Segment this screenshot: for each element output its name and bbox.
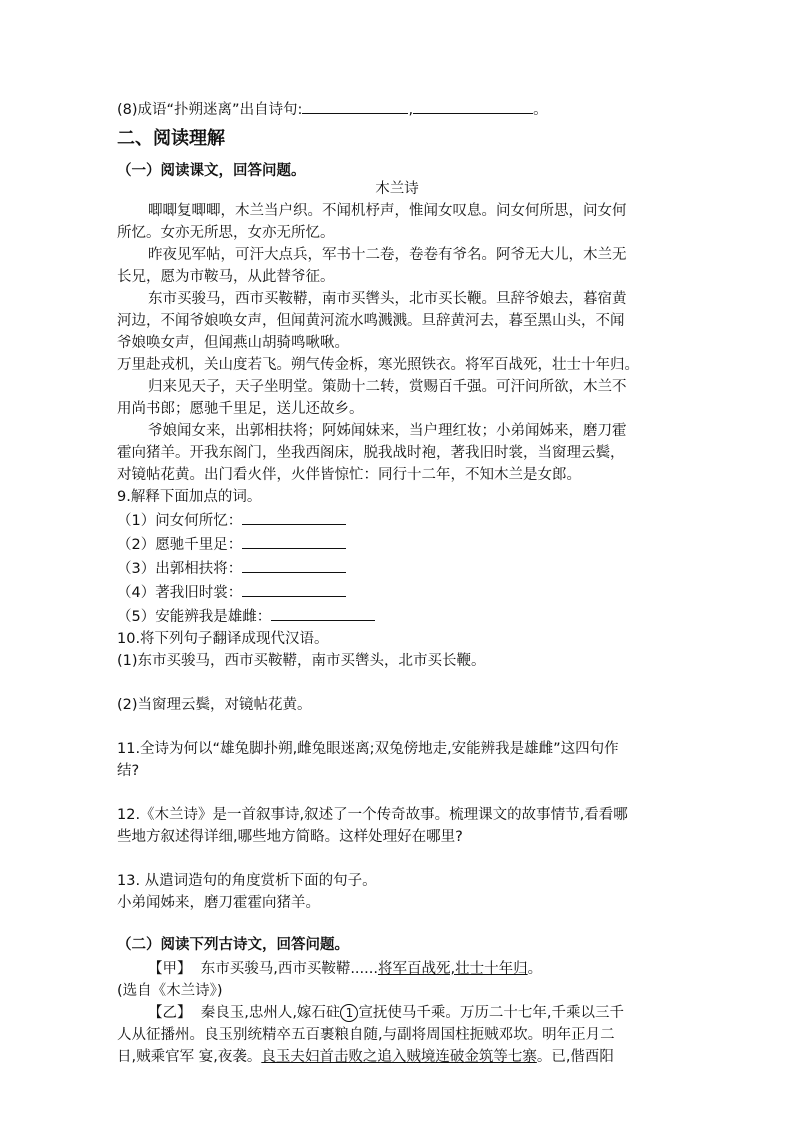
jia-underlined-text: 将军百战死,壮士十年归 (377, 961, 528, 977)
q9-item-label: （4）著我旧时裳： (117, 585, 243, 601)
yi-text: 宣抚使马千乘。万历二十七年,千乘以三千 (358, 1005, 625, 1021)
q11-line: 11.全诗为何以“雄兔脚扑朔,雌兔眼迷离;双兔傍地走,安能辨我是雄雌”这四句作 (117, 741, 619, 757)
poem-line: 所忆。女亦无所思，女亦无所忆。 (117, 225, 335, 241)
q9-item (117, 582, 346, 604)
jia-text: 东市买骏马,西市买鞍鞯...... (200, 961, 378, 977)
yi-passage-line (117, 1046, 614, 1068)
question-8 (117, 99, 548, 121)
poem-line: 长兄，愿为市鞍马，从此替爷征。 (117, 269, 335, 285)
yi-text: 日,贼乘官军 宴,夜袭。 (117, 1049, 262, 1065)
jia-passage (148, 958, 542, 980)
poem-line: 爷娘唤女声，但闻燕山胡骑鸣啾啾。 (117, 335, 349, 351)
yi-text: 。已,偕酉阳 (536, 1049, 614, 1065)
q8-blank-1[interactable] (302, 99, 408, 114)
poem-line: 霍向猪羊。开我东阁门，坐我西阁床，脱我战时袍，著我旧时裳，当窗理云鬓， (117, 445, 625, 461)
poem-line: 河边，不闻爷娘唤女声，但闻黄河流水鸣溅溅。旦辞黄河去，暮至黑山头，不闻 (117, 313, 625, 329)
q10-sentence-1: (1)东市买骏马，西市买鞍鞯，南市买辔头，北市买长鞭。 (117, 653, 486, 669)
q8-blank-2[interactable] (413, 99, 533, 114)
q9-answer-blank[interactable] (242, 582, 346, 597)
poem-line: 对镜帖花黄。出门看火伴，火伴皆惊忙：同行十二年，不知木兰是女郎。 (117, 467, 581, 483)
q9-answer-blank[interactable] (242, 510, 346, 525)
jia-label: 【甲】 (148, 961, 192, 977)
poem-line: 爷娘闻女来，出郭相扶将；阿姊闻妹来，当户理红妆；小弟闻姊来，磨刀霍 (148, 423, 627, 439)
poem-line: 昨夜见军帖，可汗大点兵，军书十二卷，卷卷有爷名。阿爷无大儿，木兰无 (148, 247, 627, 263)
footnote-marker: 1 (340, 1004, 358, 1022)
q9-answer-blank[interactable] (242, 534, 346, 549)
poem-line: 归来见天子，天子坐明堂。策勋十二转，赏赐百千强。可汗问所欲，木兰不 (148, 379, 627, 395)
q8-text: (8)成语“扑朔迷离”出自诗句: (117, 102, 303, 118)
q8-period: 。 (533, 102, 548, 118)
poem-line: 唧唧复唧唧，木兰当户织。不闻机杼声，惟闻女叹息。问女何所思，问女何 (148, 203, 627, 219)
q9-item-label: （1）问女何所忆： (117, 513, 243, 529)
jia-source: (选自《木兰诗》) (117, 983, 223, 999)
q13-line: 小弟闻姊来，磨刀霍霍向猪羊。 (117, 895, 320, 911)
q9-answer-blank[interactable] (271, 606, 375, 621)
q9-answer-blank[interactable] (242, 558, 346, 573)
q8-comma: , (408, 102, 414, 118)
q9-item (117, 606, 375, 628)
q9-item-label: （2）愿驰千里足： (117, 537, 243, 553)
q11-line: 结? (117, 763, 140, 779)
q10-prompt: 10.将下列句子翻译成现代汉语。 (117, 631, 329, 647)
poem-line: 万里赴戎机，关山度若飞。朔气传金柝，寒光照铁衣。将军百战死，壮士十年归。 (117, 357, 639, 373)
part1-heading: （一）阅读课文，回答问题。 (117, 163, 306, 179)
part2-heading: （二）阅读下列古诗文，回答问题。 (117, 937, 349, 953)
yi-underlined-text: 良玉夫妇首击败之追入贼境连破金筑等七寨 (261, 1049, 537, 1065)
poem-line: 用尚书郎；愿驰千里足，送儿还故乡。 (117, 401, 364, 417)
q9-item-label: （3）出郭相扶将： (117, 561, 243, 577)
q9-item (117, 558, 346, 580)
yi-text: 秦良玉,忠州人,嫁石砫 (200, 1005, 341, 1021)
q9-prompt: 9.解释下面加点的词。 (117, 489, 262, 505)
q9-item (117, 534, 346, 556)
yi-label: 【乙】 (148, 1005, 192, 1021)
yi-passage-line (148, 1002, 624, 1024)
poem-line: 东市买骏马，西市买鞍鞯，南市买辔头，北市买长鞭。旦辞爷娘去，暮宿黄 (148, 291, 627, 307)
q12-line: 12.《木兰诗》是一首叙事诗,叙述了一个传奇故事。梳理课文的故事情节,看看哪 (117, 807, 628, 823)
section-title: 二、阅读理解 (117, 128, 225, 149)
q12-line: 些地方叙述得详细,哪些地方简略。这样处理好在哪里? (117, 829, 463, 845)
poem-title: 木兰诗 (375, 181, 419, 197)
jia-end: 。 (527, 961, 543, 977)
q10-sentence-2: (2)当窗理云鬓，对镜帖花黄。 (117, 697, 312, 713)
q13-line: 13. 从遣词造句的角度赏析下面的句子。 (117, 873, 377, 889)
q9-item-label: （5）安能辨我是雄雌： (117, 609, 272, 625)
yi-passage-line: 人从征播州。良玉别统精卒五百裹粮自随,与副将周国柱扼贼邓坎。明年正月二 (117, 1027, 615, 1043)
q9-item (117, 510, 346, 532)
